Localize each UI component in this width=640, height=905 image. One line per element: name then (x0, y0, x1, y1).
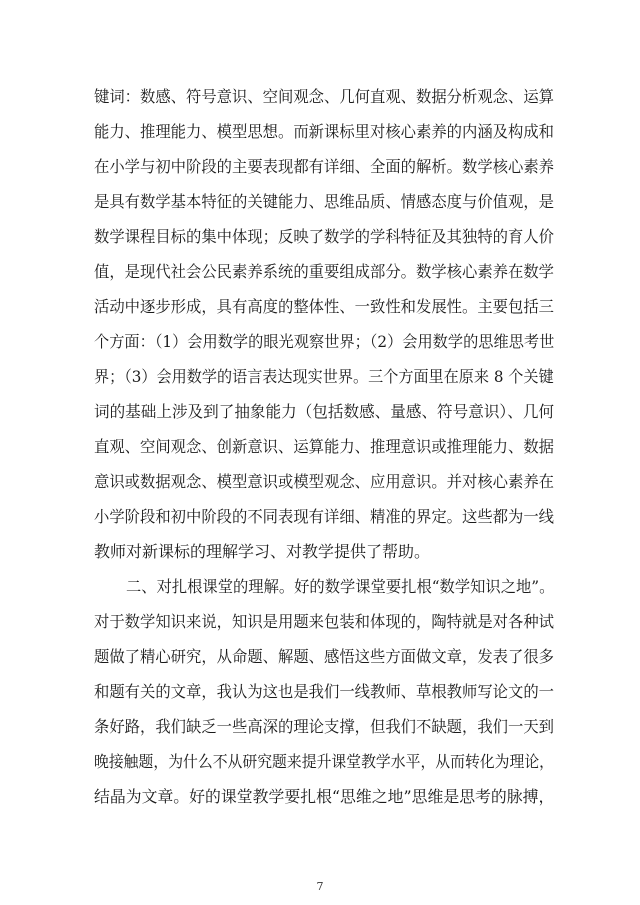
text-line: 教师对新课标的理解学习、对教学提供了帮助。 (94, 542, 431, 561)
text-line: 结晶为文章。好的课堂教学要扎根“思维之地”思维是思考的脉搏， (94, 787, 555, 806)
text-line: 对于数学知识来说，知识是用题来包装和体现的，陶特就是对各种试 (94, 612, 554, 631)
text-line: 题做了精心研究，从命题、解题、感悟这些方面做文章，发表了很多 (94, 647, 554, 666)
text-line: 界；（3）会用数学的语言表达现实世界。三个方面里在原来 8 个关键 (94, 367, 554, 386)
text-line: 是具有数学基本特征的关键能力、思维品质、情感态度与价值观，是 (94, 192, 554, 211)
text-line: 和题有关的文章，我认为这也是我们一线教师、草根教师写论文的一 (94, 682, 554, 701)
text-line: 意识或数据观念、模型意识或模型观念、应用意识。并对核心素养在 (94, 472, 554, 491)
text-line: 个方面：（1）会用数学的眼光观察世界；（2）会用数学的思维思考世 (94, 332, 555, 351)
text-line: 键词：数感、符号意识、空间观念、几何直观、数据分析观念、运算 (94, 87, 554, 106)
text-line: 直观、空间观念、创新意识、运算能力、推理意识或推理能力、数据 (94, 437, 554, 456)
text-line: 在小学与初中阶段的主要表现都有详细、全面的解析。数学核心素养 (94, 157, 554, 176)
text-line: 小学阶段和初中阶段的不同表现有详细、精准的界定。这些都为一线 (94, 507, 554, 526)
text-line: 活动中逐步形成，具有高度的整体性、一致性和发展性。主要包括三 (94, 297, 554, 316)
text-line: 值，是现代社会公民素养系统的重要组成部分。数学核心素养在数学 (94, 262, 554, 281)
text-line: 晚接触题，为什么不从研究题来提升课堂教学水平，从而转化为理论， (94, 752, 555, 771)
text-line: 数学课程目标的集中体现；反映了数学的学科特征及其独特的育人价 (94, 227, 554, 246)
paragraph-first-line: 二、对扎根课堂的理解。好的数学课堂要扎根“数学知识之地”。 (126, 577, 555, 596)
text-line: 能力、推理能力、模型思想。而新课标里对核心素养的内涵及构成和 (94, 122, 554, 141)
text-line: 条好路，我们缺乏一些高深的理论支撑，但我们不缺题，我们一天到 (94, 717, 554, 736)
text-line: 词的基础上涉及到了抽象能力（包括数感、量感、符号意识）、几何 (94, 402, 555, 421)
page-number: 7 (316, 880, 324, 893)
